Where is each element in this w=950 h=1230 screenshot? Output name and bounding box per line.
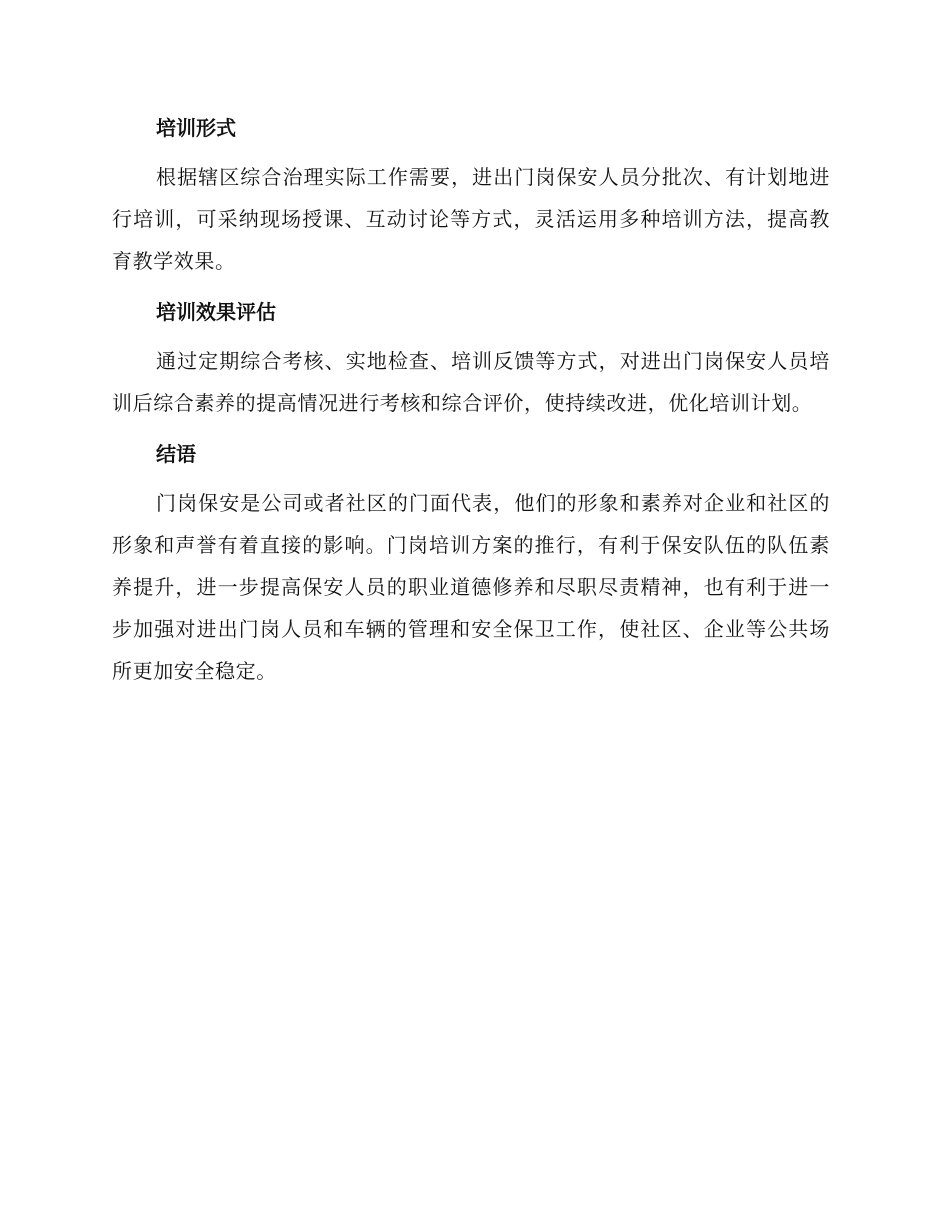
document-page [112, 108, 830, 702]
section-conclusion [112, 434, 830, 692]
section-paragraph: 根据辖区综合治理实际工作需要，进出门岗保安人员分批次、有计划地进行培训，可采纳现场授课、互动讨论等方式，灵活运用多种培训方法，提高教育教学效果。 [112, 165, 830, 273]
section-training-format [112, 108, 830, 282]
section-paragraph: 通过定期综合考核、实地检查、培训反馈等方式，对进出门岗保安人员培训后综合素养的提高情况进行考核和综合评价，使持续改进，优化培训计划。 [112, 349, 830, 415]
section-paragraph: 门岗保安是公司或者社区的门面代表，他们的形象和素养对企业和社区的形象和声誉有着直接的影响。门岗培训方案的推行，有利于保安队伍的队伍素养提升，进一步提高保安人员的职业道德修养和尽职尽责精神，也有利于进一步加强对进出门岗人员和车辆的管理和安全保卫工作，使社区、企业等公共场所更加安全稳定。 [112, 491, 830, 683]
section-heading: 培训形式 [156, 116, 236, 140]
section-heading: 结语 [156, 442, 196, 466]
section-heading: 培训效果评估 [156, 300, 276, 324]
section-training-evaluation [112, 292, 830, 424]
